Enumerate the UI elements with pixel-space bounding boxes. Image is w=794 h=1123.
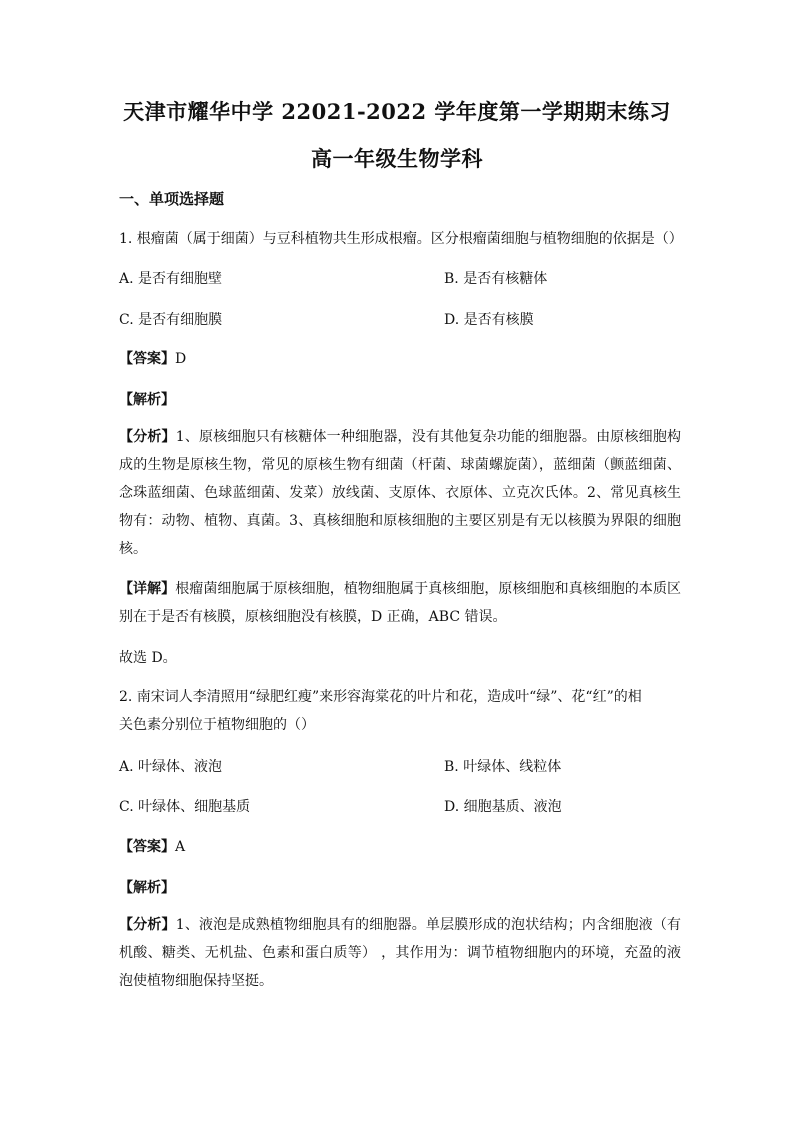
question-1-stem: 1. 根瘤菌（属于细菌）与豆科植物共生形成根瘤。区分根瘤菌细胞与植物细胞的依据是（）: [119, 231, 683, 247]
question-1-option-c: C. 是否有细胞膜: [119, 312, 223, 328]
document-subtitle: 高一年级生物学科: [311, 146, 483, 171]
question-1-option-a: A. 是否有细胞壁: [119, 271, 223, 287]
answer-value: A: [175, 839, 186, 855]
question-1-answer: [119, 348, 679, 368]
question-1-option-d: D. 是否有核膜: [444, 312, 534, 328]
question-2-fenxi: [119, 911, 681, 995]
xiangjie-tag: 【详解】: [119, 581, 176, 597]
question-1-fenxi: [119, 423, 681, 563]
fenxi-text: 1、液泡是成熟植物细胞具有的细胞器。单层膜形成的泡状结构；内含细胞液（有机酸、糖类、无机盐、色素和蛋白质等） ，其作用为：调节植物细胞内的环境，充盈的液泡使植物细胞保持坚挺。: [119, 917, 682, 989]
question-2-option-d: D. 细胞基质、液泡: [444, 799, 562, 815]
fenxi-text: 1、原核细胞只有核糖体一种细胞器，没有其他复杂功能的细胞器。由原核细胞构成的生物是原核生物，常见的原核生物有细菌（杆菌、球菌螺旋菌），蓝细菌（颤蓝细菌、念珠蓝细菌、色球蓝细菌、发菜）放线菌、支原体、衣原体、立克次氏体。2、常见真核生物有：动物、植物、真菌。3、真核细胞和原核细胞的主要区别是有无以核膜为界限的细胞核。: [119, 429, 682, 557]
question-1-option-b: B. 是否有核糖体: [444, 271, 548, 287]
question-2-option-c: C. 叶绿体、细胞基质: [119, 799, 251, 815]
question-1-conclusion: 故选 D。: [119, 650, 177, 666]
question-1-xiangjie: [119, 575, 681, 631]
answer-tag: 【答案】: [119, 839, 175, 855]
question-2-stem: 2. 南宋词人李清照用“绿肥红瘦”来形容海棠花的叶片和花，造成叶“绿”、花“红”的相: [119, 689, 642, 705]
question-2-answer: [119, 836, 679, 856]
question-1-analysis-tag: 【解析】: [119, 392, 175, 408]
section-heading: 一、单项选择题: [119, 190, 225, 208]
question-2-stem-line2: 关色素分别位于植物细胞的（）: [119, 717, 315, 733]
question-2-option-a: A. 叶绿体、液泡: [119, 759, 223, 775]
answer-tag: 【答案】: [119, 351, 175, 367]
fenxi-tag: 【分析】: [119, 917, 176, 933]
xiangjie-text: 根瘤菌细胞属于原核细胞，植物细胞属于真核细胞，原核细胞和真核细胞的本质区别在于是否有核膜，原核细胞没有核膜，D 正确，ABC 错误。: [119, 581, 682, 625]
question-2-analysis-tag: 【解析】: [119, 880, 175, 896]
document-title: 天津市耀华中学 22021-2022 学年度第一学期期末练习: [123, 99, 671, 124]
fenxi-tag: 【分析】: [119, 429, 176, 445]
answer-value: D: [175, 351, 187, 367]
question-2-option-b: B. 叶绿体、线粒体: [444, 759, 562, 775]
